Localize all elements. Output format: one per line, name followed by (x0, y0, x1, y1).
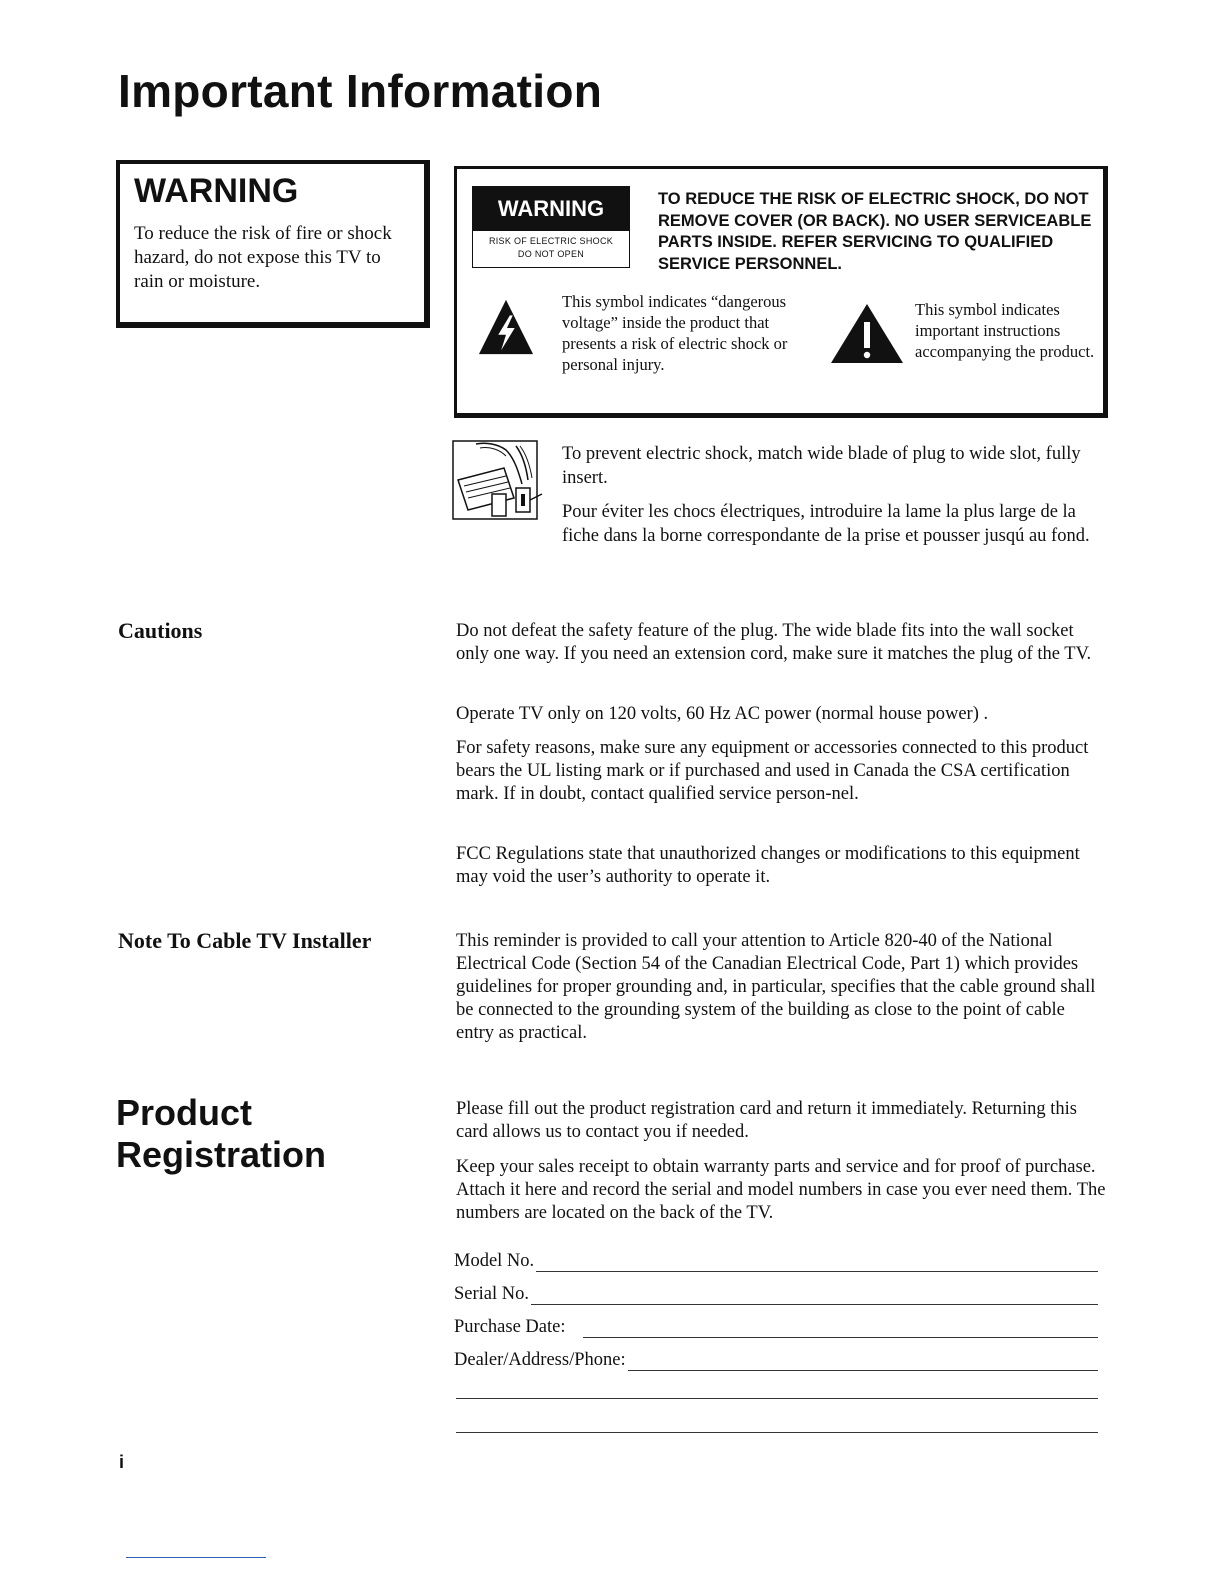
fire-warning-text: To reduce the risk of fire or shock hazard, do not expose this TV to rain or moisture. (134, 223, 392, 292)
exclamation-warning-icon (830, 302, 904, 364)
cable-installer-text: This reminder is provided to call your attention to Article 820-40 of the National Electrical Code (Section 54 of the Canadian Electrical Code, Part 1) which provides guidelines for proper grounding and, in particular, specifies that the cable ground shall be connected to the grounding system of the building as close to the point of cable entry as practical. (456, 931, 1096, 1043)
caution-item: FCC Regulations state that unauthorized changes or modifications to this equipment may void the user’s authority to operate it. (456, 844, 1080, 887)
shock-warning-text: TO REDUCE THE RISK OF ELECTRIC SHOCK, DO NOT REMOVE COVER (OR BACK). NO USER SERVICEABLE PARTS INSIDE. REFER SERVICING TO QUALIFIED SERVICE PERSONNEL. (658, 190, 1092, 273)
model-number-line[interactable] (536, 1251, 1098, 1272)
model-number-label: Model No. (454, 1251, 535, 1271)
registration-heading-line1: Product (116, 1092, 253, 1133)
serial-number-field[interactable] (454, 1279, 1098, 1305)
fire-warning-box (116, 160, 430, 328)
caution-item: For safety reasons, make sure any equipment or accessories connected to this product bears the UL listing mark or if purchased and used in Canada the CSA certification mark. If in doubt, contact qualified service person-nel. (456, 738, 1089, 804)
dealer-extra-line[interactable] (456, 1398, 1098, 1399)
warning-label-line2: DO NOT OPEN (517, 249, 585, 259)
plug-instruction-english: To prevent electric shock, match wide blade of plug to wide slot, fully insert. (562, 444, 1081, 488)
warning-label-title: WARNING (473, 187, 629, 231)
dealer-extra-line[interactable] (456, 1432, 1098, 1433)
model-number-field[interactable] (454, 1246, 1098, 1272)
caution-item: Do not defeat the safety feature of the plug. The wide blade fits into the wall socket only one way. If you need an extension cord, make sure it matches the plug of the TV. (456, 621, 1092, 664)
shock-warning-box (454, 166, 1108, 418)
purchase-date-line[interactable] (583, 1317, 1098, 1338)
page-number: i (119, 1452, 125, 1472)
serial-number-label: Serial No. (454, 1284, 530, 1304)
dangerous-voltage-icon (477, 298, 535, 356)
caution-item: Operate TV only on 120 volts, 60 Hz AC power (normal house power) . (456, 704, 989, 724)
registration-paragraph: Please fill out the product registration card and return it immediately. Returning this card allows us to contact you if needed. (456, 1099, 1077, 1142)
bottom-rule (126, 1557, 266, 1558)
warning-label-line1: RISK OF ELECTRIC SHOCK (488, 236, 614, 246)
product-registration-heading (116, 1092, 326, 1176)
purchase-date-label: Purchase Date: (454, 1317, 566, 1337)
page-title: Important Information (118, 65, 603, 117)
cable-installer-heading: Note To Cable TV Installer (118, 928, 372, 953)
cautions-heading: Cautions (118, 618, 203, 643)
serial-number-line[interactable] (531, 1284, 1098, 1305)
polarized-plug-icon (452, 440, 544, 524)
plug-instruction-french: Pour éviter les chocs électriques, introduire la lame la plus large de la fiche dans la borne correspondante de la prise et pousser jusqú au fond. (562, 502, 1090, 546)
exclamation-symbol-text: This symbol indicates important instructions accompanying the product. (915, 300, 1095, 361)
purchase-date-field[interactable] (454, 1312, 1098, 1338)
dealer-field[interactable] (454, 1345, 1098, 1371)
registration-heading-line2: Registration (116, 1134, 327, 1175)
dealer-line[interactable] (628, 1350, 1098, 1371)
voltage-symbol-text: This symbol indicates “dangerous voltage” inside the product that presents a risk of electric shock or personal injury. (562, 292, 788, 374)
registration-paragraph: Keep your sales receipt to obtain warranty parts and service and for proof of purchase. Attach it here and record the serial and model numbers in case you ever need them. The numbers are located on the back of the TV. (456, 1157, 1106, 1223)
dealer-label: Dealer/Address/Phone: (454, 1350, 626, 1370)
fire-warning-title: WARNING (134, 172, 299, 210)
warning-label-sticker (472, 186, 630, 268)
